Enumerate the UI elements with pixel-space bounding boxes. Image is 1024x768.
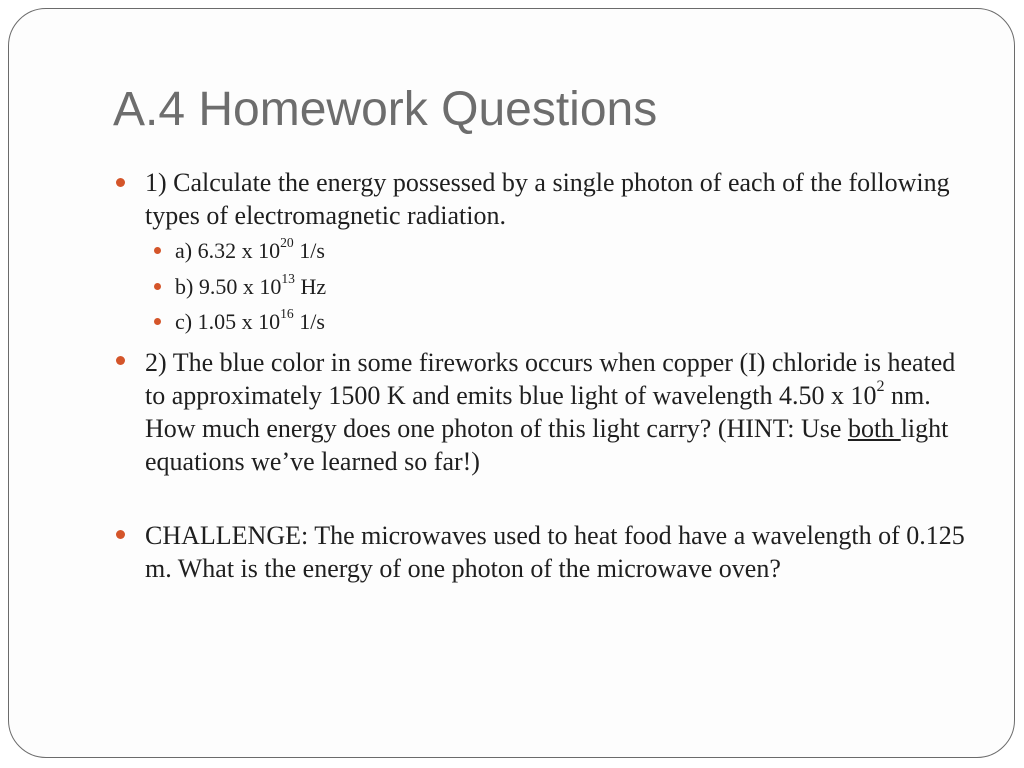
question-1c [175, 305, 325, 335]
question-1b [175, 270, 327, 300]
q1c-exponent: 16 [280, 305, 294, 321]
bullet-icon [116, 530, 125, 539]
q2-underlined-word: both [847, 414, 901, 443]
challenge-question: CHALLENGE: The microwaves used to heat food have a wavelength of 0.125 m. What is the energy of one photon of the microwave oven? [145, 521, 965, 583]
q1b-unit: Hz [294, 274, 327, 299]
q1a-unit: 1/s [293, 238, 325, 263]
q2-text-part1: 2) The blue color in some fireworks occurs when copper (I) chloride is heated to approximately 1500 K and emits blue light of wavelength 4.50 x 10 [145, 348, 956, 410]
bullet-icon [116, 178, 125, 187]
q1b-base: b) 9.50 x 10 [175, 274, 282, 299]
bullet-icon [154, 283, 161, 290]
q2-text-part2: nm. How much energy does one photon of this light carry? (HINT: Use [145, 381, 931, 443]
bullet-icon [154, 318, 161, 325]
question-1a [175, 234, 325, 264]
bullet-icon [154, 247, 161, 254]
question-1: 1) Calculate the energy possessed by a single photon of each of the following types of electromagnetic radiation. [145, 168, 950, 230]
bullet-icon [116, 356, 125, 365]
q2-text-part3: light equations we’ve learned so far!) [145, 414, 949, 476]
q2-exponent: 2 [876, 378, 885, 396]
q1c-base: c) 1.05 x 10 [175, 309, 281, 334]
q1a-exponent: 20 [280, 234, 294, 250]
question-2 [145, 346, 970, 478]
slide-title: A.4 Homework Questions [113, 83, 658, 136]
q1b-exponent: 13 [281, 270, 295, 286]
q1c-unit: 1/s [293, 309, 325, 334]
q1a-base: a) 6.32 x 10 [175, 238, 281, 263]
